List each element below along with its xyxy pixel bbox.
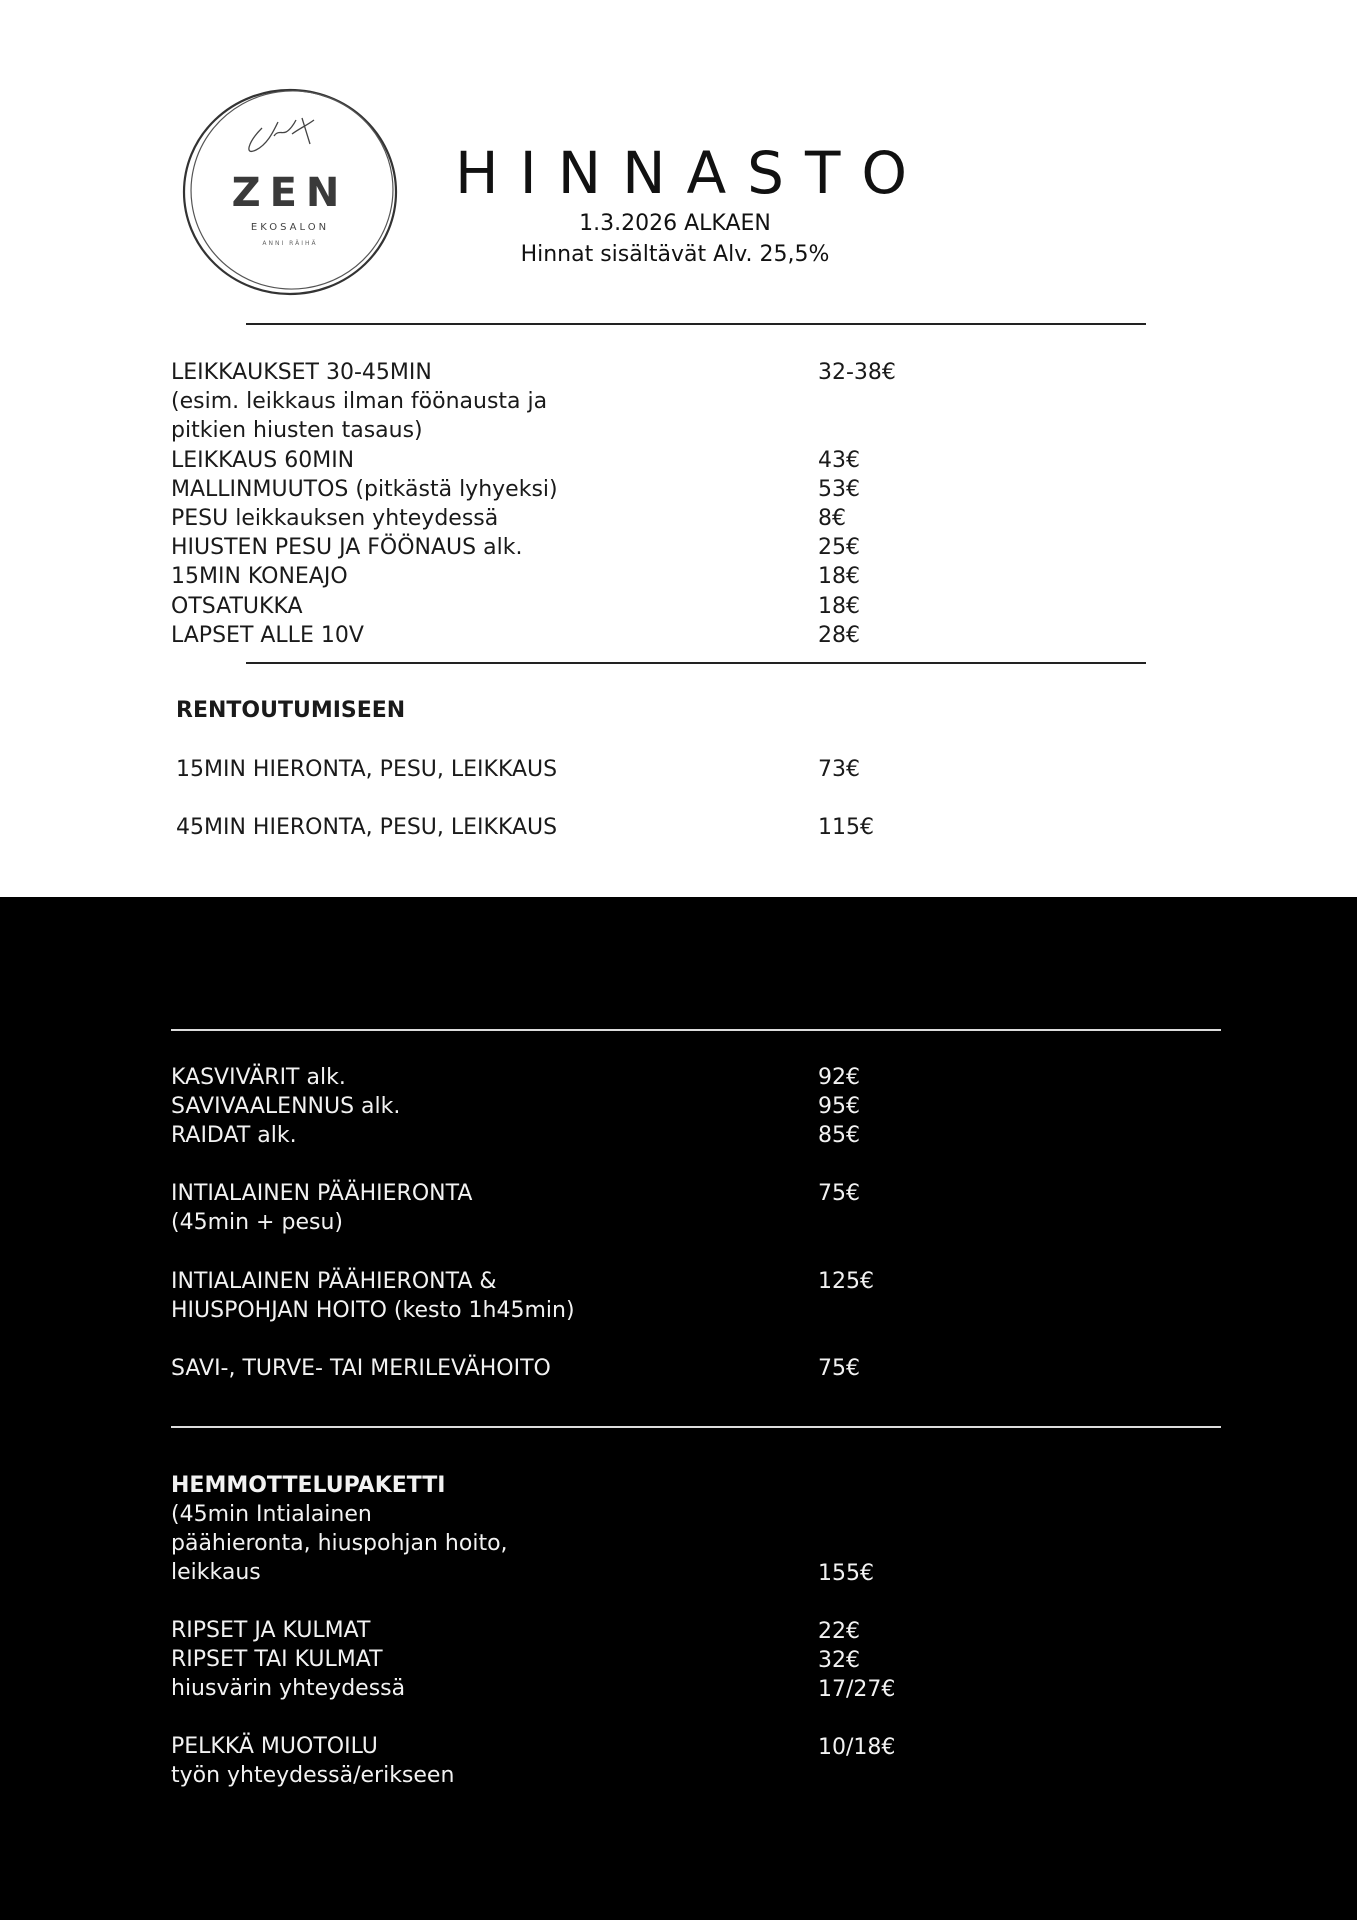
date-line: 1.3.2026 ALKAEN xyxy=(579,211,771,236)
package-detail: leikkaus xyxy=(171,1560,261,1585)
color-item-name: SAVIVAALENNUS alk. xyxy=(171,1094,401,1119)
styling-price: 10/18€ xyxy=(818,1735,896,1760)
cut-item-name: pitkien hiusten tasaus) xyxy=(171,418,423,443)
treatment-name: INTIALAINEN PÄÄHIERONTA & xyxy=(171,1269,497,1294)
relax-item-price: 115€ xyxy=(818,815,874,840)
white-section xyxy=(0,0,1357,897)
cut-item-name: PESU leikkauksen yhteydessä xyxy=(171,506,499,531)
cut-item-name: LEIKKAUKSET 30-45MIN xyxy=(171,360,432,385)
treatment-name: SAVI-, TURVE- TAI MERILEVÄHOITO xyxy=(171,1356,551,1381)
page-title: HINNASTO xyxy=(455,139,929,207)
color-item-price: 92€ xyxy=(818,1065,860,1090)
color-item-name: KASVIVÄRIT alk. xyxy=(171,1065,346,1090)
styling-detail: työn yhteydessä/erikseen xyxy=(171,1763,455,1788)
relax-heading: RENTOUTUMISEEN xyxy=(176,698,406,723)
cut-item-name: LAPSET ALLE 10V xyxy=(171,623,364,648)
logo-script-mark xyxy=(249,118,314,151)
relax-item-name: 45MIN HIERONTA, PESU, LEIKKAUS xyxy=(176,815,558,840)
cut-item-price: 18€ xyxy=(818,594,860,619)
cut-item-price: 18€ xyxy=(818,564,860,589)
logo-brand: ZEN xyxy=(231,170,349,216)
vat-line: Hinnat sisältävät Alv. 25,5% xyxy=(520,242,830,267)
cut-item-price: 43€ xyxy=(818,448,860,473)
treatment-price: 75€ xyxy=(818,1181,860,1206)
treatment-name: INTIALAINEN PÄÄHIERONTA xyxy=(171,1181,473,1206)
zen-logo xyxy=(178,84,402,300)
package-detail: päähieronta, hiuspohjan hoito, xyxy=(171,1531,508,1556)
package-price: 155€ xyxy=(818,1561,874,1586)
divider xyxy=(171,1426,1221,1428)
color-item-price: 85€ xyxy=(818,1123,860,1148)
treatment-detail: (45min + pesu) xyxy=(171,1210,343,1235)
treatment-price: 75€ xyxy=(818,1356,860,1381)
divider xyxy=(246,662,1146,664)
lash-item-name: RIPSET JA KULMAT xyxy=(171,1618,371,1643)
cut-item-price: 53€ xyxy=(818,477,860,502)
lash-item-price: 22€ xyxy=(818,1619,860,1644)
lash-item-detail: hiusvärin yhteydessä xyxy=(171,1676,406,1701)
cut-item-name: HIUSTEN PESU JA FÖÖNAUS alk. xyxy=(171,535,523,560)
cut-item-name: (esim. leikkaus ilman föönausta ja xyxy=(171,389,548,414)
cut-item-price: 28€ xyxy=(818,623,860,648)
color-item-name: RAIDAT alk. xyxy=(171,1123,297,1148)
lash-item-price: 32€ xyxy=(818,1648,860,1673)
cut-item-name: OTSATUKKA xyxy=(171,594,303,619)
cut-item-name: MALLINMUUTOS (pitkästä lyhyeksi) xyxy=(171,477,558,502)
logo-owner: ANNI RÄIHÄ xyxy=(262,240,318,247)
relax-item-name: 15MIN HIERONTA, PESU, LEIKKAUS xyxy=(176,757,558,782)
cut-item-price: 32-38€ xyxy=(818,360,896,385)
lash-item-name: RIPSET TAI KULMAT xyxy=(171,1647,383,1672)
package-detail: (45min Intialainen xyxy=(171,1502,372,1527)
color-item-price: 95€ xyxy=(818,1094,860,1119)
relax-item-price: 73€ xyxy=(818,757,860,782)
cut-item-name: LEIKKAUS 60MIN xyxy=(171,448,355,473)
logo-subtitle: EKOSALON xyxy=(250,222,330,233)
cut-item-name: 15MIN KONEAJO xyxy=(171,564,348,589)
divider xyxy=(171,1029,1221,1031)
cut-item-price: 8€ xyxy=(818,506,846,531)
package-heading: HEMMOTTELUPAKETTI xyxy=(171,1473,446,1498)
treatment-detail: HIUSPOHJAN HOITO (kesto 1h45min) xyxy=(171,1298,575,1323)
black-section xyxy=(0,897,1357,1920)
treatment-price: 125€ xyxy=(818,1269,874,1294)
lash-item-price: 17/27€ xyxy=(818,1677,896,1702)
cut-item-price: 25€ xyxy=(818,535,860,560)
divider xyxy=(246,323,1146,325)
styling-name: PELKKÄ MUOTOILU xyxy=(171,1734,378,1759)
